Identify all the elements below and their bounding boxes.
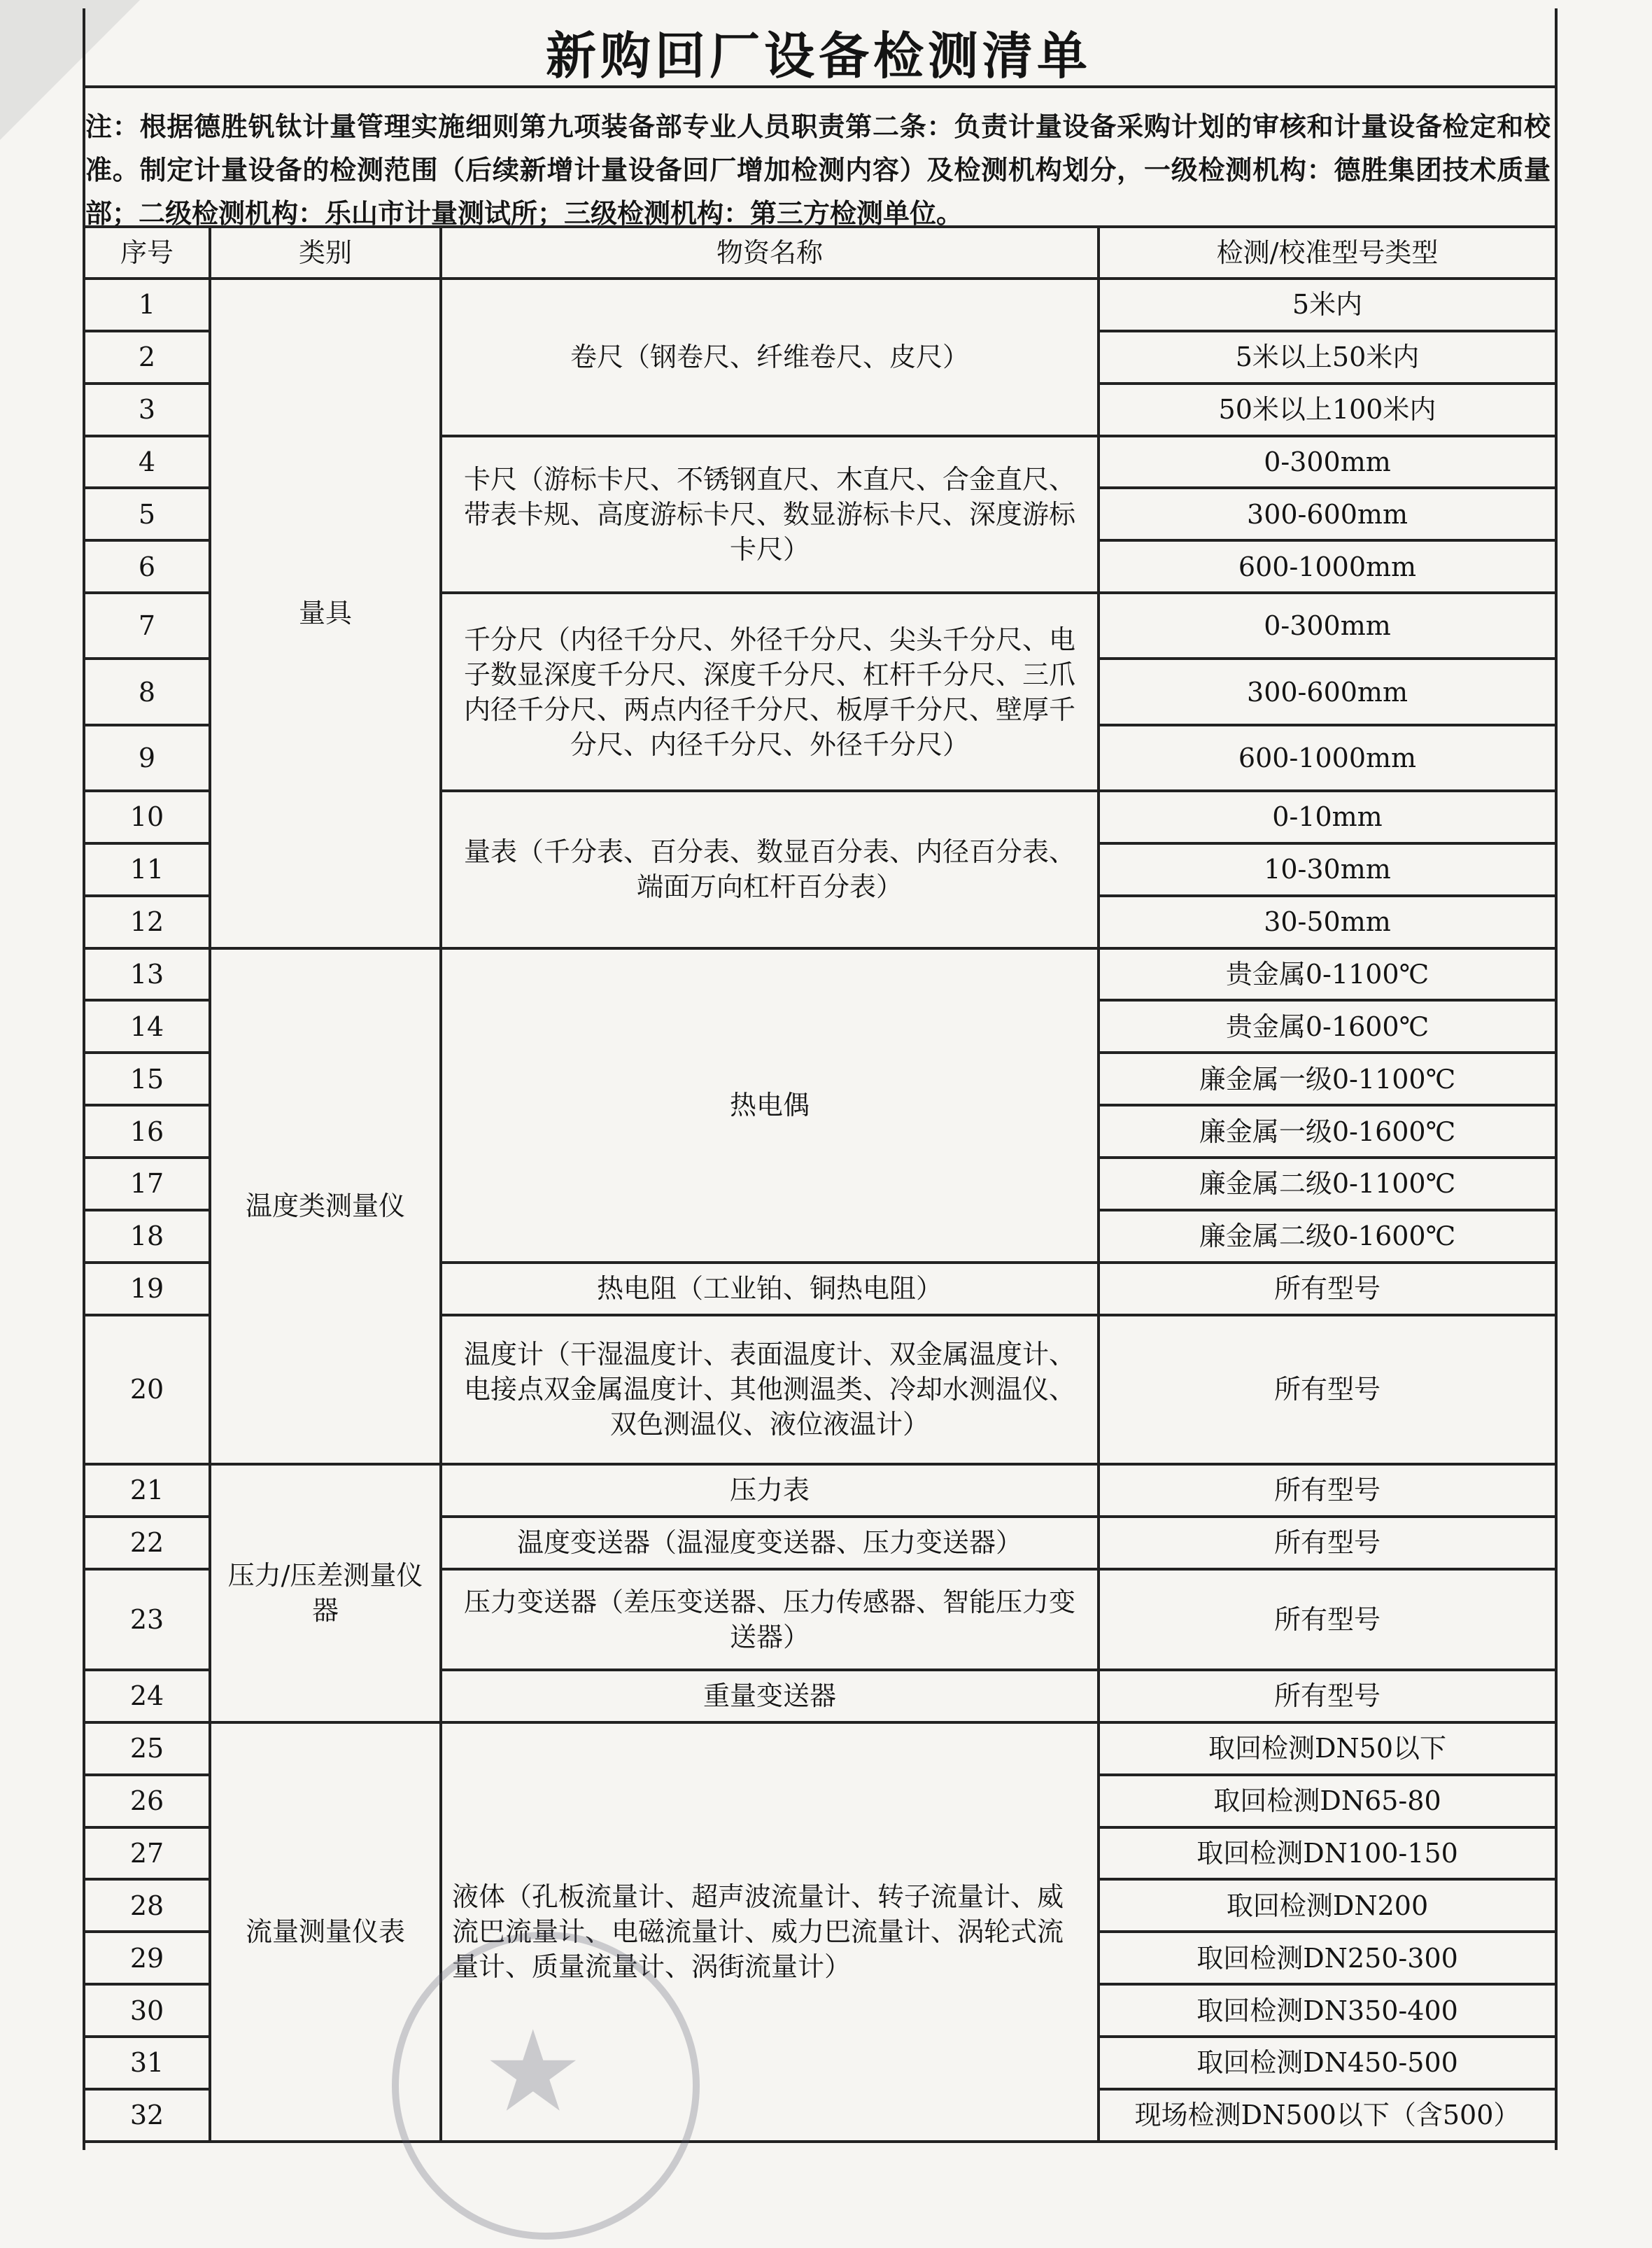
row-no: 32 [84, 2089, 210, 2142]
row-no: 8 [84, 659, 210, 724]
item-name-cell: 热电偶 [441, 948, 1099, 1263]
spec-cell: 所有型号 [1099, 1670, 1556, 1722]
table-row [84, 1722, 1556, 1775]
spec-cell: 取回检测DN250-300 [1099, 1932, 1556, 1984]
row-no: 15 [84, 1053, 210, 1105]
spec-cell: 廉金属二级0-1100℃ [1099, 1158, 1556, 1210]
document-title: 新购回厂设备检测清单 [545, 26, 1092, 85]
row-no: 26 [84, 1775, 210, 1827]
row-no: 14 [84, 1000, 210, 1053]
spec-cell: 所有型号 [1099, 1464, 1556, 1517]
row-no: 9 [84, 725, 210, 791]
item-name-cell: 压力表 [441, 1464, 1099, 1517]
row-no: 20 [84, 1315, 210, 1465]
spec-cell: 10-30mm [1099, 843, 1556, 896]
spec-cell: 5米内 [1099, 279, 1556, 331]
table-row [84, 948, 1556, 1001]
item-name-cell: 压力变送器（差压变送器、压力传感器、智能压力变送器） [441, 1569, 1099, 1670]
spec-cell: 取回检测DN100-150 [1099, 1827, 1556, 1880]
row-no: 13 [84, 948, 210, 1001]
row-no: 24 [84, 1670, 210, 1722]
header-test-type: 检测/校准型号类型 [1099, 227, 1556, 279]
spec-cell: 廉金属一级0-1600℃ [1099, 1105, 1556, 1158]
spec-cell: 取回检测DN50以下 [1099, 1722, 1556, 1775]
spec-cell: 30-50mm [1099, 896, 1556, 948]
row-no: 3 [84, 384, 210, 436]
row-no: 1 [84, 279, 210, 331]
spec-cell: 取回检测DN450-500 [1099, 2037, 1556, 2089]
item-name-cell: 量表（千分表、百分表、数显百分表、内径百分表、端面万向杠杆百分表） [441, 791, 1099, 948]
row-no: 2 [84, 331, 210, 384]
item-name-cell: 卡尺（游标卡尺、不锈钢直尺、木直尺、合金直尺、带表卡规、高度游标卡尺、数显游标卡尺、深度游标卡尺） [441, 436, 1099, 593]
header-item-name: 物资名称 [441, 227, 1099, 279]
category-cell: 温度类测量仪 [210, 948, 441, 1465]
item-name-cell: 热电阻（工业铂、铜热电阻） [441, 1263, 1099, 1315]
spec-cell: 600-1000mm [1099, 540, 1556, 593]
item-name-cell: 温度计（干湿温度计、表面温度计、双金属温度计、电接点双金属温度计、其他测温类、冷却水测温仪、双色测温仪、液位液温计） [441, 1315, 1099, 1465]
spec-cell: 取回检测DN65-80 [1099, 1775, 1556, 1827]
spec-cell: 0-10mm [1099, 791, 1556, 843]
category-cell: 量具 [210, 279, 441, 948]
spec-cell: 取回检测DN350-400 [1099, 1984, 1556, 2037]
row-no: 5 [84, 488, 210, 540]
spec-cell: 300-600mm [1099, 488, 1556, 540]
seal-star-icon: ★ [483, 2006, 584, 2137]
row-no: 29 [84, 1932, 210, 1984]
spec-cell: 所有型号 [1099, 1517, 1556, 1569]
title-divider [83, 85, 1555, 88]
spec-cell: 所有型号 [1099, 1263, 1556, 1315]
row-no: 4 [84, 436, 210, 489]
spec-cell: 廉金属二级0-1600℃ [1099, 1210, 1556, 1263]
row-no: 6 [84, 540, 210, 593]
item-name-cell: 千分尺（内径千分尺、外径千分尺、尖头千分尺、电子数显深度千分尺、深度千分尺、杠杆千分尺、三爪内径千分尺、两点内径千分尺、板厚千分尺、壁厚千分尺、内径千分尺、外径千分尺） [441, 593, 1099, 791]
row-no: 7 [84, 593, 210, 659]
row-no: 12 [84, 896, 210, 948]
spec-cell: 0-300mm [1099, 436, 1556, 489]
spec-cell: 廉金属一级0-1100℃ [1099, 1053, 1556, 1105]
item-name-cell: 卷尺（钢卷尺、纤维卷尺、皮尺） [441, 279, 1099, 436]
spec-cell: 所有型号 [1099, 1315, 1556, 1465]
spec-cell: 取回检测DN200 [1099, 1879, 1556, 1932]
row-no: 25 [84, 1722, 210, 1775]
row-no: 23 [84, 1569, 210, 1670]
spec-cell: 300-600mm [1099, 659, 1556, 724]
header-category: 类别 [210, 227, 441, 279]
row-no: 31 [84, 2037, 210, 2089]
row-no: 16 [84, 1105, 210, 1158]
item-name-cell: 液体（孔板流量计、超声波流量计、转子流量计、威流巴流量计、电磁流量计、威力巴流量计、涡轮式流量计、质量流量计、涡街流量计） [441, 1722, 1099, 2142]
inspection-table [83, 225, 1558, 2143]
row-no: 19 [84, 1263, 210, 1315]
row-no: 21 [84, 1464, 210, 1517]
item-name-cell: 重量变送器 [441, 1670, 1099, 1722]
row-no: 10 [84, 791, 210, 843]
category-cell: 压力/压差测量仪器 [210, 1464, 441, 1722]
row-no: 17 [84, 1158, 210, 1210]
spec-cell: 600-1000mm [1099, 725, 1556, 791]
header-serial-no: 序号 [84, 227, 210, 279]
note-paragraph: 注：根据德胜钒钛计量管理实施细则第九项装备部专业人员职责第二条：负责计量设备采购计划的审核和计量设备检定和校准。制定计量设备的检测范围（后续新增计量设备回厂增加检测内容）及检测机构划分，一级检测机构：德胜集团技术质量部；二级检测机构：乐山市计量测试所；三级检测机构：第三方检测单位。 [85, 111, 1551, 229]
row-no: 22 [84, 1517, 210, 1569]
category-cell: 流量测量仪表 [210, 1722, 441, 2142]
row-no: 30 [84, 1984, 210, 2037]
spec-cell: 所有型号 [1099, 1569, 1556, 1670]
row-no: 28 [84, 1879, 210, 1932]
spec-cell: 贵金属0-1100℃ [1099, 948, 1556, 1001]
spec-cell: 现场检测DN500以下（含500） [1099, 2089, 1556, 2142]
spec-cell: 5米以上50米内 [1099, 331, 1556, 384]
item-name-cell: 温度变送器（温湿度变送器、压力变送器） [441, 1517, 1099, 1569]
spec-cell: 0-300mm [1099, 593, 1556, 659]
spec-cell: 50米以上100米内 [1099, 384, 1556, 436]
table-header-row [84, 227, 1556, 279]
table-row [84, 1464, 1556, 1517]
table-row [84, 279, 1556, 331]
row-no: 18 [84, 1210, 210, 1263]
row-no: 27 [84, 1827, 210, 1880]
row-no: 11 [84, 843, 210, 896]
spec-cell: 贵金属0-1600℃ [1099, 1000, 1556, 1053]
